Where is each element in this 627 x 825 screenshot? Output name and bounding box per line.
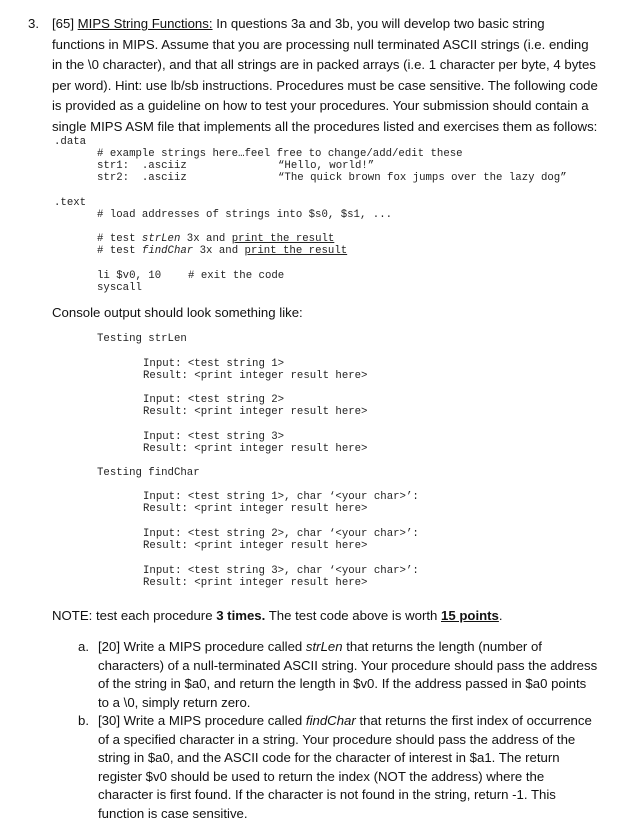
console-strlen-input-1: Input: <test string 1>	[143, 358, 285, 370]
question-title: MIPS String Functions:	[77, 16, 213, 31]
code-test-strlen-mid: 3x and	[180, 233, 232, 245]
code-str2-decl: str2: .asciiz	[97, 172, 187, 184]
question-number: 3.	[28, 16, 39, 31]
console-strlen-input-2: Input: <test string 2>	[143, 394, 285, 406]
note-end: .	[498, 608, 503, 623]
note-prefix: NOTE: test each procedure	[52, 608, 217, 623]
note-points: 15 points	[441, 608, 499, 623]
part-b	[78, 712, 598, 823]
code-test-strlen-pre: # test	[97, 233, 142, 245]
code-data-label: .data	[54, 136, 87, 148]
note-line	[52, 608, 503, 623]
part-a-fn: strLen	[305, 639, 343, 654]
part-b-fn: findChar	[305, 713, 356, 728]
part-b-post: that returns the first index of occurrence of a specified character in a string. Your procedure should pass the address of the string in $a0, and the ASCII code for the character of interest in $a1. The return register $v0 should be used to return the index (NOT the address) where the character is first found. If the character is not found in the string, return -1. This function is case sensitive.	[98, 713, 592, 821]
console-strlen-heading: Testing strLen	[97, 333, 187, 345]
note-middle: The test code above is worth	[265, 608, 441, 623]
code-text-label: .text	[54, 197, 87, 209]
console-strlen-result-3: Result: <print integer result here>	[143, 443, 368, 455]
console-findchar-input-2: Input: <test string 2>, char ‘<your char>’:	[143, 528, 419, 540]
code-li-comment: # exit the code	[188, 270, 285, 282]
code-str1-value: “Hello, world!”	[278, 160, 375, 172]
code-test-strlen	[97, 233, 334, 245]
code-test-strlen-link: print the result	[231, 233, 335, 245]
code-li-line: li $v0, 10	[97, 270, 162, 282]
code-syscall: syscall	[97, 282, 142, 294]
part-a-pre: [20] Write a MIPS procedure called	[98, 639, 306, 654]
console-findchar-result-1: Result: <print integer result here>	[143, 503, 368, 515]
code-comment-example: # example strings here…feel free to change/add/edit these	[97, 148, 463, 160]
part-a-post: that returns the length (number of characters) of a null-terminated ASCII string. Your procedure should pass the address of the string in $a0, and return the length in $v0. If the address passed in $a0 points to a \0, simply return zero.	[98, 639, 598, 710]
console-strlen-result-1: Result: <print integer result here>	[143, 370, 368, 382]
code-test-findchar-pre: # test	[97, 245, 142, 257]
part-a	[78, 638, 598, 712]
question-body	[52, 14, 598, 138]
code-test-findchar-link: print the result	[244, 245, 348, 257]
question-paragraph	[28, 14, 598, 138]
parts-list	[78, 638, 598, 823]
code-str2-value: “The quick brown fox jumps over the lazy dog”	[278, 172, 567, 184]
part-b-mark: b.	[78, 713, 89, 728]
console-strlen-result-2: Result: <print integer result here>	[143, 406, 368, 418]
part-a-mark: a.	[78, 639, 89, 654]
code-test-strlen-fn: strLen	[141, 233, 181, 245]
console-findchar-heading: Testing findChar	[97, 467, 200, 479]
code-test-findchar-mid: 3x and	[193, 245, 245, 257]
console-strlen-input-3: Input: <test string 3>	[143, 431, 285, 443]
question-points: [65]	[52, 16, 74, 31]
part-b-pre: [30] Write a MIPS procedure called	[98, 713, 306, 728]
code-test-findchar-fn: findChar	[141, 245, 194, 257]
code-comment-load: # load addresses of strings into $s0, $s1, ...	[97, 209, 393, 221]
note-times: 3 times.	[216, 608, 266, 623]
console-findchar-input-3: Input: <test string 3>, char ‘<your char>’:	[143, 565, 419, 577]
console-findchar-result-3: Result: <print integer result here>	[143, 577, 368, 589]
code-str1-decl: str1: .asciiz	[97, 160, 187, 172]
console-label: Console output should look something like:	[52, 305, 303, 320]
question-intro: In questions 3a and 3b, you will develop two basic string functions in MIPS. Assume that you are processing null terminated ASCII strings (i.e. ending in the \0 character), and that all strings are in packed arrays (i.e. 1 character per byte, 4 bytes per word). Hint: use lb/sb instructions. Procedures must be case sensitive. The following code is provided as a guideline on how to test your procedures. Your submission should contain a single MIPS ASM file that implements all the procedures listed and exercises them as follows:	[52, 16, 598, 134]
console-findchar-result-2: Result: <print integer result here>	[143, 540, 368, 552]
code-test-findchar	[97, 245, 347, 257]
console-findchar-input-1: Input: <test string 1>, char ‘<your char>’:	[143, 491, 419, 503]
